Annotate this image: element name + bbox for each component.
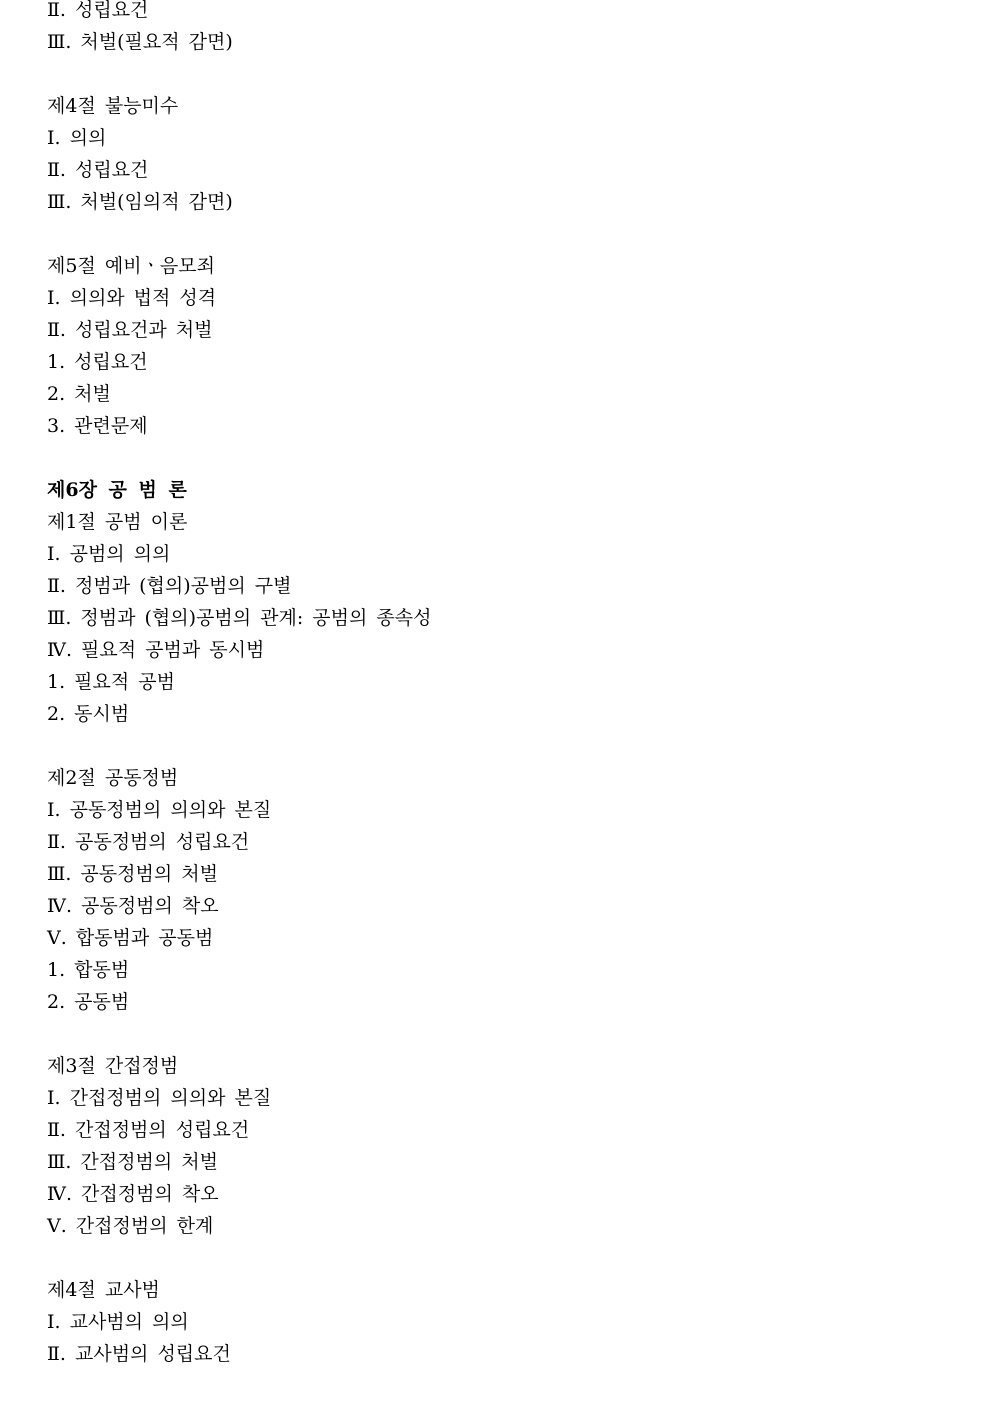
outline-item: Ⅲ. 정범과 (협의)공범의 관계: 공범의 종속성 xyxy=(47,607,432,629)
section-heading: 제4절 불능미수 xyxy=(47,95,179,117)
outline-item: Ⅱ. 정범과 (협의)공범의 구별 xyxy=(47,575,292,597)
outline-item: Ⅱ. 간접정범의 성립요건 xyxy=(47,1119,250,1141)
outline-item: Ⅰ. 의의와 법적 성격 xyxy=(47,287,217,309)
outline-item: Ⅱ. 성립요건 xyxy=(47,159,149,181)
blank-line xyxy=(47,1242,947,1274)
outline-subitem: 1. 필요적 공범 xyxy=(47,671,175,693)
outline-subitem: 2. 처벌 xyxy=(47,383,111,405)
outline-item: Ⅱ. 성립요건과 처벌 xyxy=(47,319,213,341)
outline-item: Ⅳ. 필요적 공범과 동시범 xyxy=(47,639,265,661)
blank-line xyxy=(47,730,947,762)
outline-item: Ⅱ. 공동정범의 성립요건 xyxy=(47,831,250,853)
section-heading: 제4절 교사범 xyxy=(47,1279,160,1301)
document-page xyxy=(47,0,947,1370)
section-heading: 제1절 공범 이론 xyxy=(47,511,188,533)
outline-subitem: 2. 공동범 xyxy=(47,991,130,1013)
blank-line xyxy=(47,58,947,90)
outline-item: Ⅰ. 공동정범의 의의와 본질 xyxy=(47,799,272,821)
outline-item: Ⅲ. 공동정범의 처벌 xyxy=(47,863,218,885)
outline-item: Ⅰ. 간접정범의 의의와 본질 xyxy=(47,1087,272,1109)
outline-item: Ⅲ. 처벌(임의적 감면) xyxy=(47,191,233,213)
outline-subitem: 1. 성립요건 xyxy=(47,351,148,373)
section-heading: 제3절 간접정범 xyxy=(47,1055,179,1077)
outline-item: Ⅰ. 교사범의 의의 xyxy=(47,1311,189,1333)
chapter-heading: 제6장 공 범 론 xyxy=(47,479,187,501)
outline-item: Ⅲ. 간접정범의 처벌 xyxy=(47,1151,218,1173)
blank-line xyxy=(47,442,947,474)
outline-item: Ⅲ. 처벌(필요적 감면) xyxy=(47,31,233,53)
outline-item: Ⅳ. 간접정범의 착오 xyxy=(47,1183,219,1205)
outline-item: Ⅰ. 의의 xyxy=(47,127,107,149)
outline-item: Ⅱ. 성립요건 xyxy=(47,0,149,21)
outline-subitem: 2. 동시범 xyxy=(47,703,130,725)
outline-item: Ⅴ. 간접정범의 한계 xyxy=(47,1215,214,1237)
outline-item: Ⅴ. 합동범과 공동범 xyxy=(47,927,214,949)
section-heading: 제2절 공동정범 xyxy=(47,767,179,789)
outline-subitem: 3. 관련문제 xyxy=(47,415,148,437)
outline-item: Ⅳ. 공동정범의 착오 xyxy=(47,895,219,917)
outline-item: Ⅱ. 교사범의 성립요건 xyxy=(47,1343,231,1365)
outline-item: Ⅰ. 공범의 의의 xyxy=(47,543,171,565)
blank-line xyxy=(47,218,947,250)
blank-line xyxy=(47,1018,947,1050)
outline-subitem: 1. 합동범 xyxy=(47,959,130,981)
section-heading: 제5절 예비ㆍ음모죄 xyxy=(47,255,215,277)
